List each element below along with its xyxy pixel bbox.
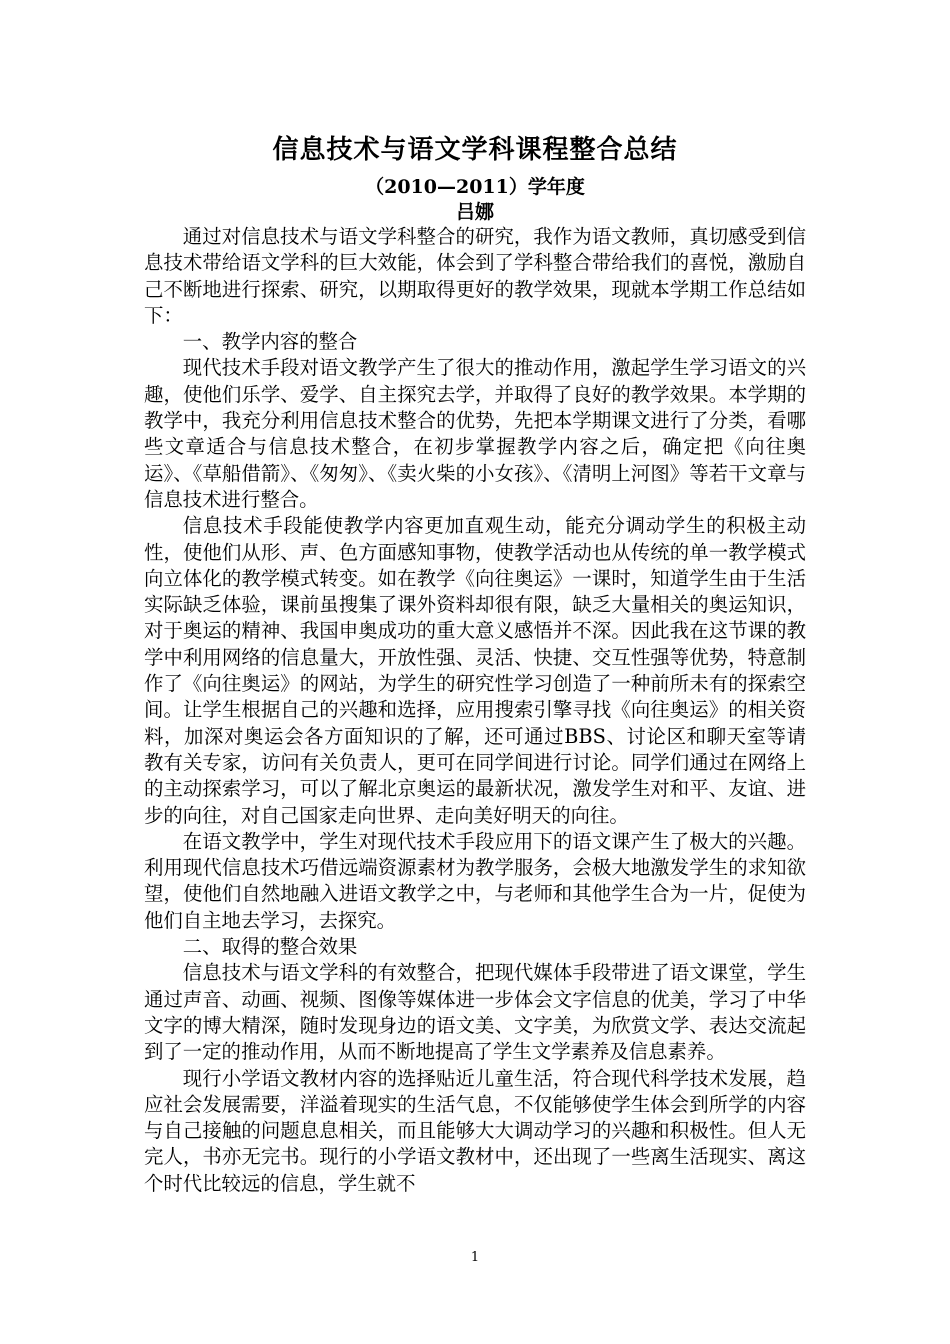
document-subtitle: （2010—2011）学年度 [365,176,585,198]
paragraph: 现代技术手段对语文教学产生了很大的推动作用，激起学生学习语文的兴趣，使他们乐学、爱学、自主探究去学，并取得了良好的教学效果。本学期的教学中，我充分利用信息技术整合的优势，先把本学期课文进行了分类，看哪些文章适合与信息技术整合，在初步掌握教学内容之后，确定把《向往奥运》、《草船借箭》、《匆匆》、《卖火柴的小女孩》、《清明上河图》等若干文章与信息技术进行整合。 [144,356,806,511]
paragraph: 在语文教学中，学生对现代技术手段应用下的语文课产生了极大的兴趣。利用现代信息技术巧借远端资源素材为教学服务，会极大地激发学生的求知欲望，使他们自然地融入进语文教学之中，与老师和其他学生合为一片，促使为他们自主地去学习，去探究。 [144,829,806,932]
page-number: 1 [470,1250,480,1265]
paragraph-intro: 通过对信息技术与语文学科整合的研究，我作为语文教师，真切感受到信息技术带给语文学科的巨大效能，体会到了学科整合带给我们的喜悦，激励自己不断地进行探索、研究，以期取得更好的教学效果，现就本学期工作总结如下： [144,225,806,327]
document-title: 信息技术与语文学科课程整合总结 [272,135,678,165]
document-body [144,224,806,1197]
document-author: 吕娜 [455,201,494,223]
paragraph: 信息技术与语文学科的有效整合，把现代媒体手段带进了语文课堂，学生通过声音、动画、视频、图像等媒体进一步体会文字信息的优美，学习了中华文字的博大精深，随时发现身边的语文美、文字美，为欣赏文学、表达交流起到了一定的推动作用，从而不断地提高了学生文学素养及信息素养。 [144,961,806,1064]
paragraph: 现行小学语文教材内容的选择贴近儿童生活，符合现代科学技术发展，趋应社会发展需要，洋溢着现实的生活气息，不仅能够使学生体会到所学的内容与自己接触的问题息息相关，而且能够大大调动学习的兴趣和积极性。但人无完人，书亦无完书。现行的小学语文教材中，还出现了一些离生活现实、离这个时代比较远的信息，学生就不 [144,1066,806,1195]
paragraph: 信息技术手段能使教学内容更加直观生动，能充分调动学生的积极主动性，使他们从形、声、色方面感知事物，使教学活动也从传统的单一教学模式向立体化的教学模式转变。如在教学《向往奥运》一课时，知道学生由于生活实际缺乏体验，课前虽搜集了课外资料却很有限，缺乏大量相关的奥运知识，对于奥运的精神、我国申奥成功的重大意义感悟并不深。因此我在这节课的教学中利用网络的信息量大，开放性强、灵活、快捷、交互性强等优势，特意制作了《向往奥运》的网站，为学生的研究性学习创造了一种前所未有的探索空间。让学生根据自己的兴趣和选择，应用搜索引擎寻找《向往奥运》的相关资料，加深对奥运会各方面知识的了解，还可通过BBS、讨论区和聊天室等请教有关专家，访问有关负责人，更可在同学间进行讨论。同学们通过在网络上的主动探索学习，可以了解北京奥运的最新状况，激发学生对和平、友谊、进步的向往，对自己国家走向世界、走向美好明天的向往。 [144,514,806,827]
section-heading-content-integration: 一、教学内容的整合 [182,330,358,354]
section-heading-integration-results: 二、取得的整合效果 [182,935,358,959]
